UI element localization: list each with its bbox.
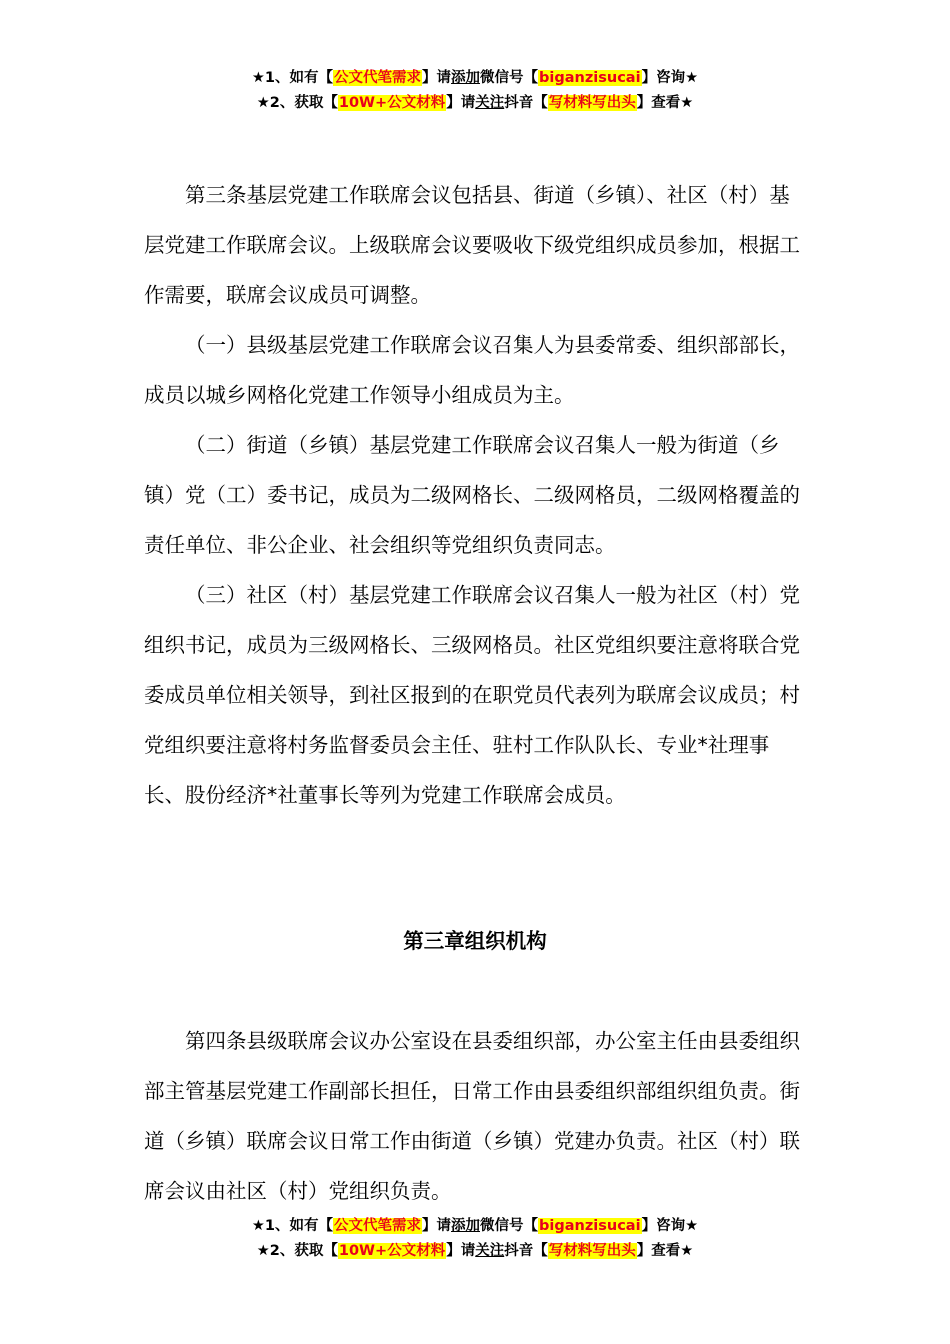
paragraph-article-3: 第三条基层党建工作联席会议包括县、街道（乡镇）、社区（村）基层党建工作联席会议。上级联席会议要吸收下级党组织成员参加，根据工作需要，联席会议成员可调整。 [144, 183, 800, 307]
banner-text: ★1、如有【 [251, 1218, 334, 1234]
banner-text: 】请 [422, 1218, 452, 1234]
banner-highlight: 写材料写出头 [548, 1243, 636, 1259]
chapter-heading: 第三章组织机构 [403, 929, 547, 953]
banner-highlight: 写材料写出头 [548, 95, 636, 111]
banner-line-1 [0, 1214, 950, 1239]
banner-highlight: 公文代笔需求 [334, 70, 422, 86]
banner-text: 抖音【 [504, 1243, 548, 1259]
paragraph-item-2: （二）街道（乡镇）基层党建工作联席会议召集人一般为街道（乡镇）党（工）委书记，成员为二级网格长、二级网格员，二级网格覆盖的责任单位、非公企业、社会组织等党组织负责同志。 [144, 433, 800, 557]
banner-text: 抖音【 [504, 95, 548, 111]
banner-line-2 [0, 1239, 950, 1264]
banner-text: 】咨询★ [641, 1218, 699, 1234]
banner-text: ★2、获取【 [256, 1243, 338, 1259]
banner-highlight: 公文代笔需求 [334, 1218, 422, 1234]
banner-highlight: 10W+公文材料 [338, 95, 446, 111]
banner-underline: 关注 [475, 95, 505, 111]
banner-underline: 关注 [475, 1243, 505, 1259]
top-banner [0, 66, 950, 116]
banner-highlight: biganzisucai [539, 70, 641, 86]
banner-text: 】咨询★ [641, 70, 699, 86]
banner-text: 微信号【 [480, 1218, 539, 1234]
article-section-1 [144, 170, 806, 820]
banner-text: 】查看★ [636, 95, 694, 111]
banner-text: ★2、获取【 [256, 95, 338, 111]
banner-text: 微信号【 [480, 70, 539, 86]
banner-text: 】请 [446, 95, 476, 111]
article-section-2 [144, 1016, 806, 1216]
banner-text: 】查看★ [636, 1243, 694, 1259]
banner-underline: 添加 [451, 1218, 481, 1234]
banner-text: 】请 [422, 70, 452, 86]
paragraph-item-3: （三）社区（村）基层党建工作联席会议召集人一般为社区（村）党组织书记，成员为三级网格长、三级网格员。社区党组织要注意将联合党委成员单位相关领导，到社区报到的在职党员代表列为联席会议成员；村党组织要注意将村务监督委员会主任、驻村工作队队长、专业*社理事长、股份经济*社董事长等列为党建工作联席会成员。 [144, 583, 800, 807]
paragraph-item-1: （一）县级基层党建工作联席会议召集人为县委常委、组织部部长，成员以城乡网格化党建工作领导小组成员为主。 [144, 333, 800, 407]
banner-text: 】请 [446, 1243, 476, 1259]
banner-line-2 [0, 91, 950, 116]
banner-highlight: biganzisucai [539, 1218, 641, 1234]
banner-highlight: 10W+公文材料 [338, 1243, 446, 1259]
banner-text: ★1、如有【 [251, 70, 334, 86]
banner-underline: 添加 [451, 70, 481, 86]
banner-line-1 [0, 66, 950, 91]
paragraph-article-4: 第四条县级联席会议办公室设在县委组织部，办公室主任由县委组织部主管基层党建工作副部长担任，日常工作由县委组织部组织组负责。街道（乡镇）联席会议日常工作由街道（乡镇）党建办负责。社区（村）联席会议由社区（村）党组织负责。 [144, 1029, 800, 1203]
bottom-banner [0, 1214, 950, 1264]
